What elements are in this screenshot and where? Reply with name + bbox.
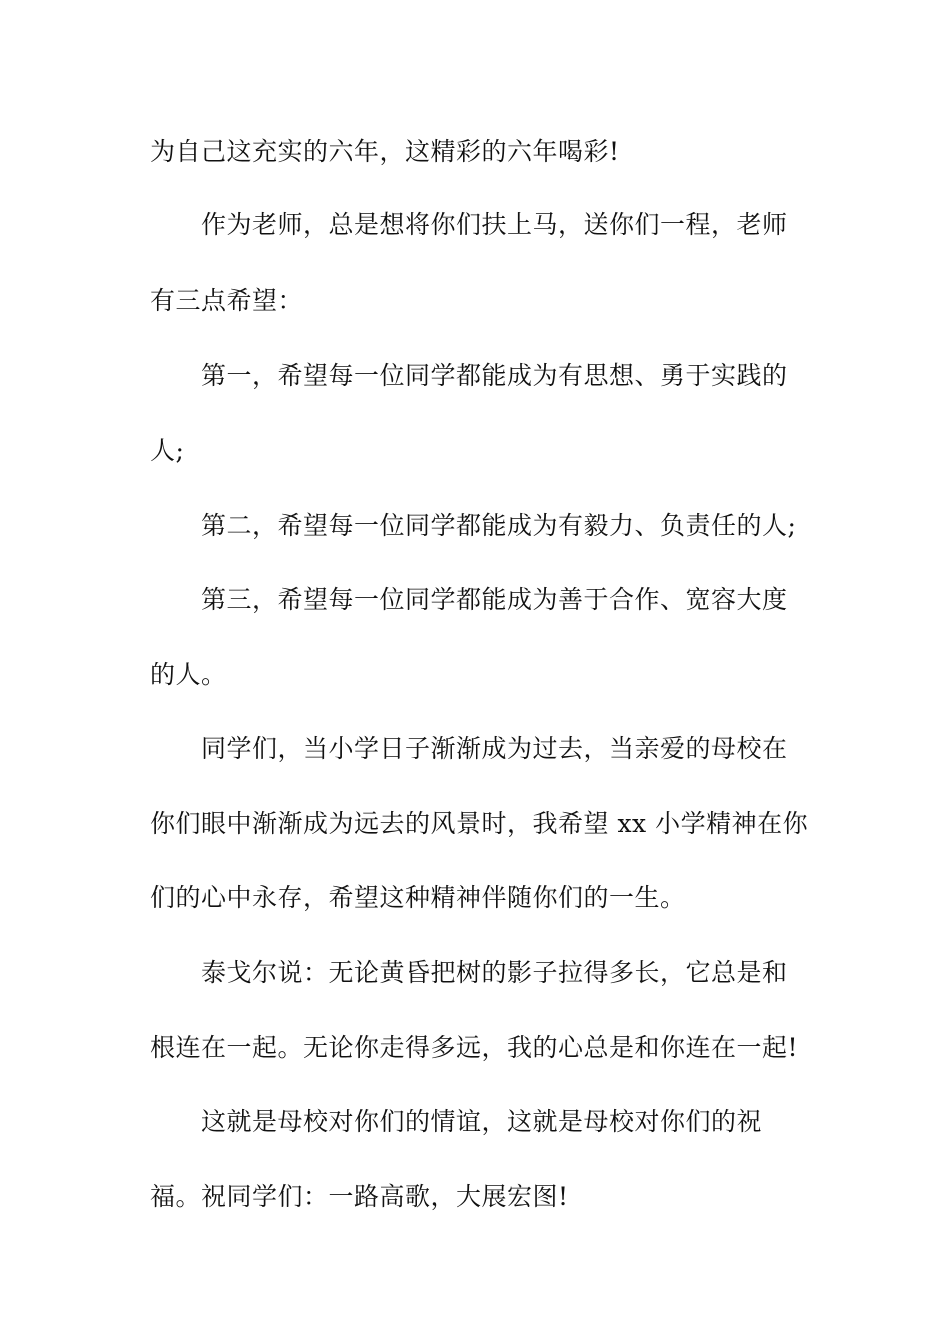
text-line: 根连在一起。无论你走得多远，我的心总是和你连在一起! bbox=[150, 1033, 799, 1062]
paragraph-line: 第二，希望每一位同学都能成为有毅力、负责任的人; bbox=[201, 511, 797, 540]
paragraph-line: 第一，希望每一位同学都能成为有思想、勇于实践的 bbox=[201, 361, 788, 390]
paragraph-line: 同学们，当小学日子渐渐成为过去，当亲爱的母校在 bbox=[201, 734, 788, 763]
paragraph-line: 作为老师，总是想将你们扶上马，送你们一程，老师 bbox=[201, 210, 788, 239]
text-line: 人; bbox=[150, 436, 185, 465]
text-line: 福。祝同学们：一路高歌，大展宏图! bbox=[150, 1182, 569, 1211]
text-line: 为自己这充实的六年，这精彩的六年喝彩! bbox=[150, 137, 620, 166]
text-line: 的人。 bbox=[150, 660, 227, 689]
text-line: 你们眼中渐渐成为远去的风景时，我希望 xx 小学精神在你 bbox=[150, 809, 809, 838]
paragraph-line: 第三，希望每一位同学都能成为善于合作、宽容大度 bbox=[201, 585, 788, 614]
paragraph-line: 泰戈尔说：无论黄昏把树的影子拉得多长，它总是和 bbox=[201, 958, 788, 987]
paragraph-line: 这就是母校对你们的情谊，这就是母校对你们的祝 bbox=[201, 1107, 763, 1136]
text-line: 们的心中永存，希望这种精神伴随你们的一生。 bbox=[150, 883, 686, 912]
text-line: 有三点希望： bbox=[150, 286, 304, 315]
